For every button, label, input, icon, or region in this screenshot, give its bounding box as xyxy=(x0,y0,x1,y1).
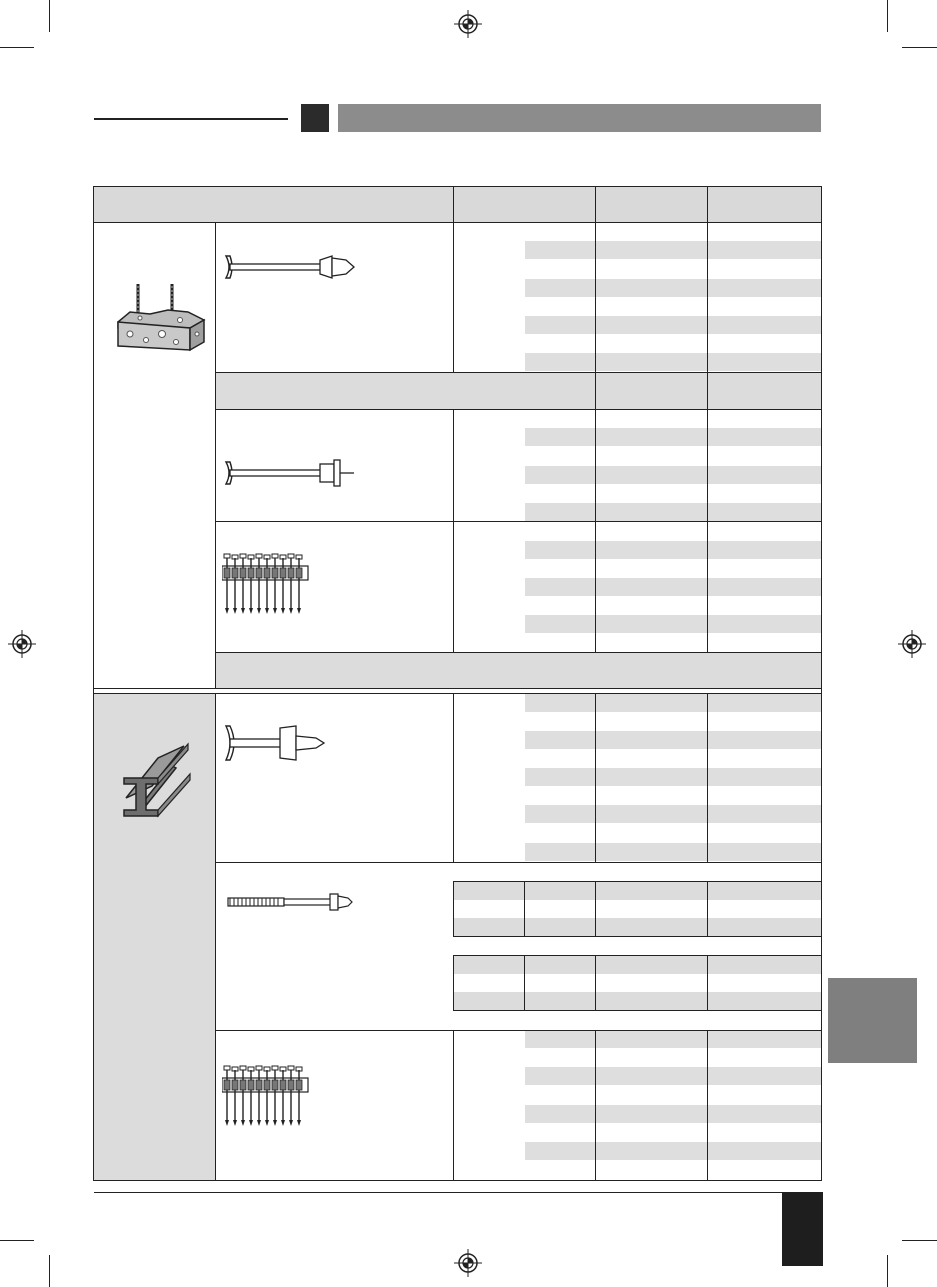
registration-target-icon xyxy=(454,1249,482,1277)
grid-hline xyxy=(216,409,821,410)
registration-target-icon xyxy=(454,10,482,38)
table-row-shading xyxy=(525,353,821,371)
crop-mark-top-left-h xyxy=(0,47,34,48)
table-row-shading xyxy=(525,843,821,861)
table-row-shading xyxy=(525,1105,821,1123)
page-number-block xyxy=(782,1192,823,1266)
sub-table-left-border xyxy=(453,881,454,937)
crop-mark-bottom-left-h xyxy=(0,1240,34,1241)
grid-vline xyxy=(707,694,708,862)
grid-vline xyxy=(707,881,708,937)
grid-vline xyxy=(595,187,596,652)
table-row-shading xyxy=(525,428,821,446)
subsection-row xyxy=(216,372,525,409)
subsection-row xyxy=(596,372,821,409)
header-rule xyxy=(94,118,288,120)
grid-vline xyxy=(595,881,596,937)
registration-target-icon xyxy=(8,630,36,658)
grid-hline xyxy=(216,652,821,653)
steel-i-beam-icon xyxy=(118,738,198,820)
table-header-cell xyxy=(708,187,821,222)
sub-table xyxy=(453,955,821,1011)
grid-vline xyxy=(453,1030,454,1180)
note-row xyxy=(216,652,821,688)
sub-table xyxy=(453,881,821,937)
grid-vline xyxy=(707,955,708,1011)
concrete-nail-icon xyxy=(224,252,358,282)
sub-table-divider xyxy=(524,955,525,1011)
table-row-shading xyxy=(525,503,821,521)
table-row-shading xyxy=(525,615,821,633)
grid-hline xyxy=(216,372,821,373)
registration-target-icon xyxy=(898,630,926,658)
section-marker xyxy=(301,104,329,132)
grid-vline xyxy=(215,694,216,1180)
footer-rule xyxy=(94,1192,782,1193)
threaded-stud-icon xyxy=(224,456,358,490)
concrete-block-icon xyxy=(110,282,210,354)
grid-vline xyxy=(707,187,708,652)
crop-mark-bottom-right-h xyxy=(902,1240,937,1241)
table-row-shading xyxy=(525,578,821,596)
grid-vline xyxy=(595,955,596,1011)
grid-vline xyxy=(453,694,454,862)
table-row-shading xyxy=(525,1067,821,1085)
table-row-shading xyxy=(525,731,821,749)
grid-vline xyxy=(215,223,216,688)
sub-table-left-border xyxy=(453,955,454,1011)
sub-table-divider xyxy=(524,881,525,937)
threaded-screw-stud-icon xyxy=(226,890,354,914)
side-tab xyxy=(828,978,917,1063)
grid-vline xyxy=(595,694,596,862)
table-row-shading xyxy=(525,541,821,559)
grid-vline xyxy=(453,409,454,652)
grid-hline xyxy=(216,1030,821,1031)
crop-mark-top-right-h xyxy=(902,47,937,48)
table-row-shading xyxy=(525,316,821,334)
grid-hline xyxy=(216,521,821,522)
steel-nail-icon xyxy=(224,722,328,764)
table-header-cell xyxy=(454,187,595,222)
grid-vline xyxy=(595,1030,596,1180)
table-row-shading xyxy=(525,1142,821,1160)
table-row-shading xyxy=(525,694,821,712)
table-row-shading xyxy=(525,805,821,823)
crop-mark-top-right-v xyxy=(887,0,888,32)
crop-mark-top-left-v xyxy=(49,0,50,32)
title-bar xyxy=(338,104,821,132)
collated-nail-strip-icon xyxy=(222,552,312,616)
collated-steel-nail-strip-icon xyxy=(222,1064,312,1128)
table-header-cell xyxy=(596,187,707,222)
grid-vline xyxy=(707,1030,708,1180)
crop-mark-bottom-left-v xyxy=(49,1255,50,1287)
table-row-shading xyxy=(525,768,821,786)
table-row-shading xyxy=(525,279,821,297)
table-row-shading xyxy=(525,241,821,259)
grid-hline xyxy=(216,862,821,863)
subsection-row xyxy=(525,372,595,409)
table-row-shading xyxy=(525,1030,821,1048)
grid-vline xyxy=(453,187,454,372)
crop-mark-bottom-right-v xyxy=(887,1255,888,1287)
table-row-shading xyxy=(525,466,821,484)
table-header-cell xyxy=(94,187,453,222)
